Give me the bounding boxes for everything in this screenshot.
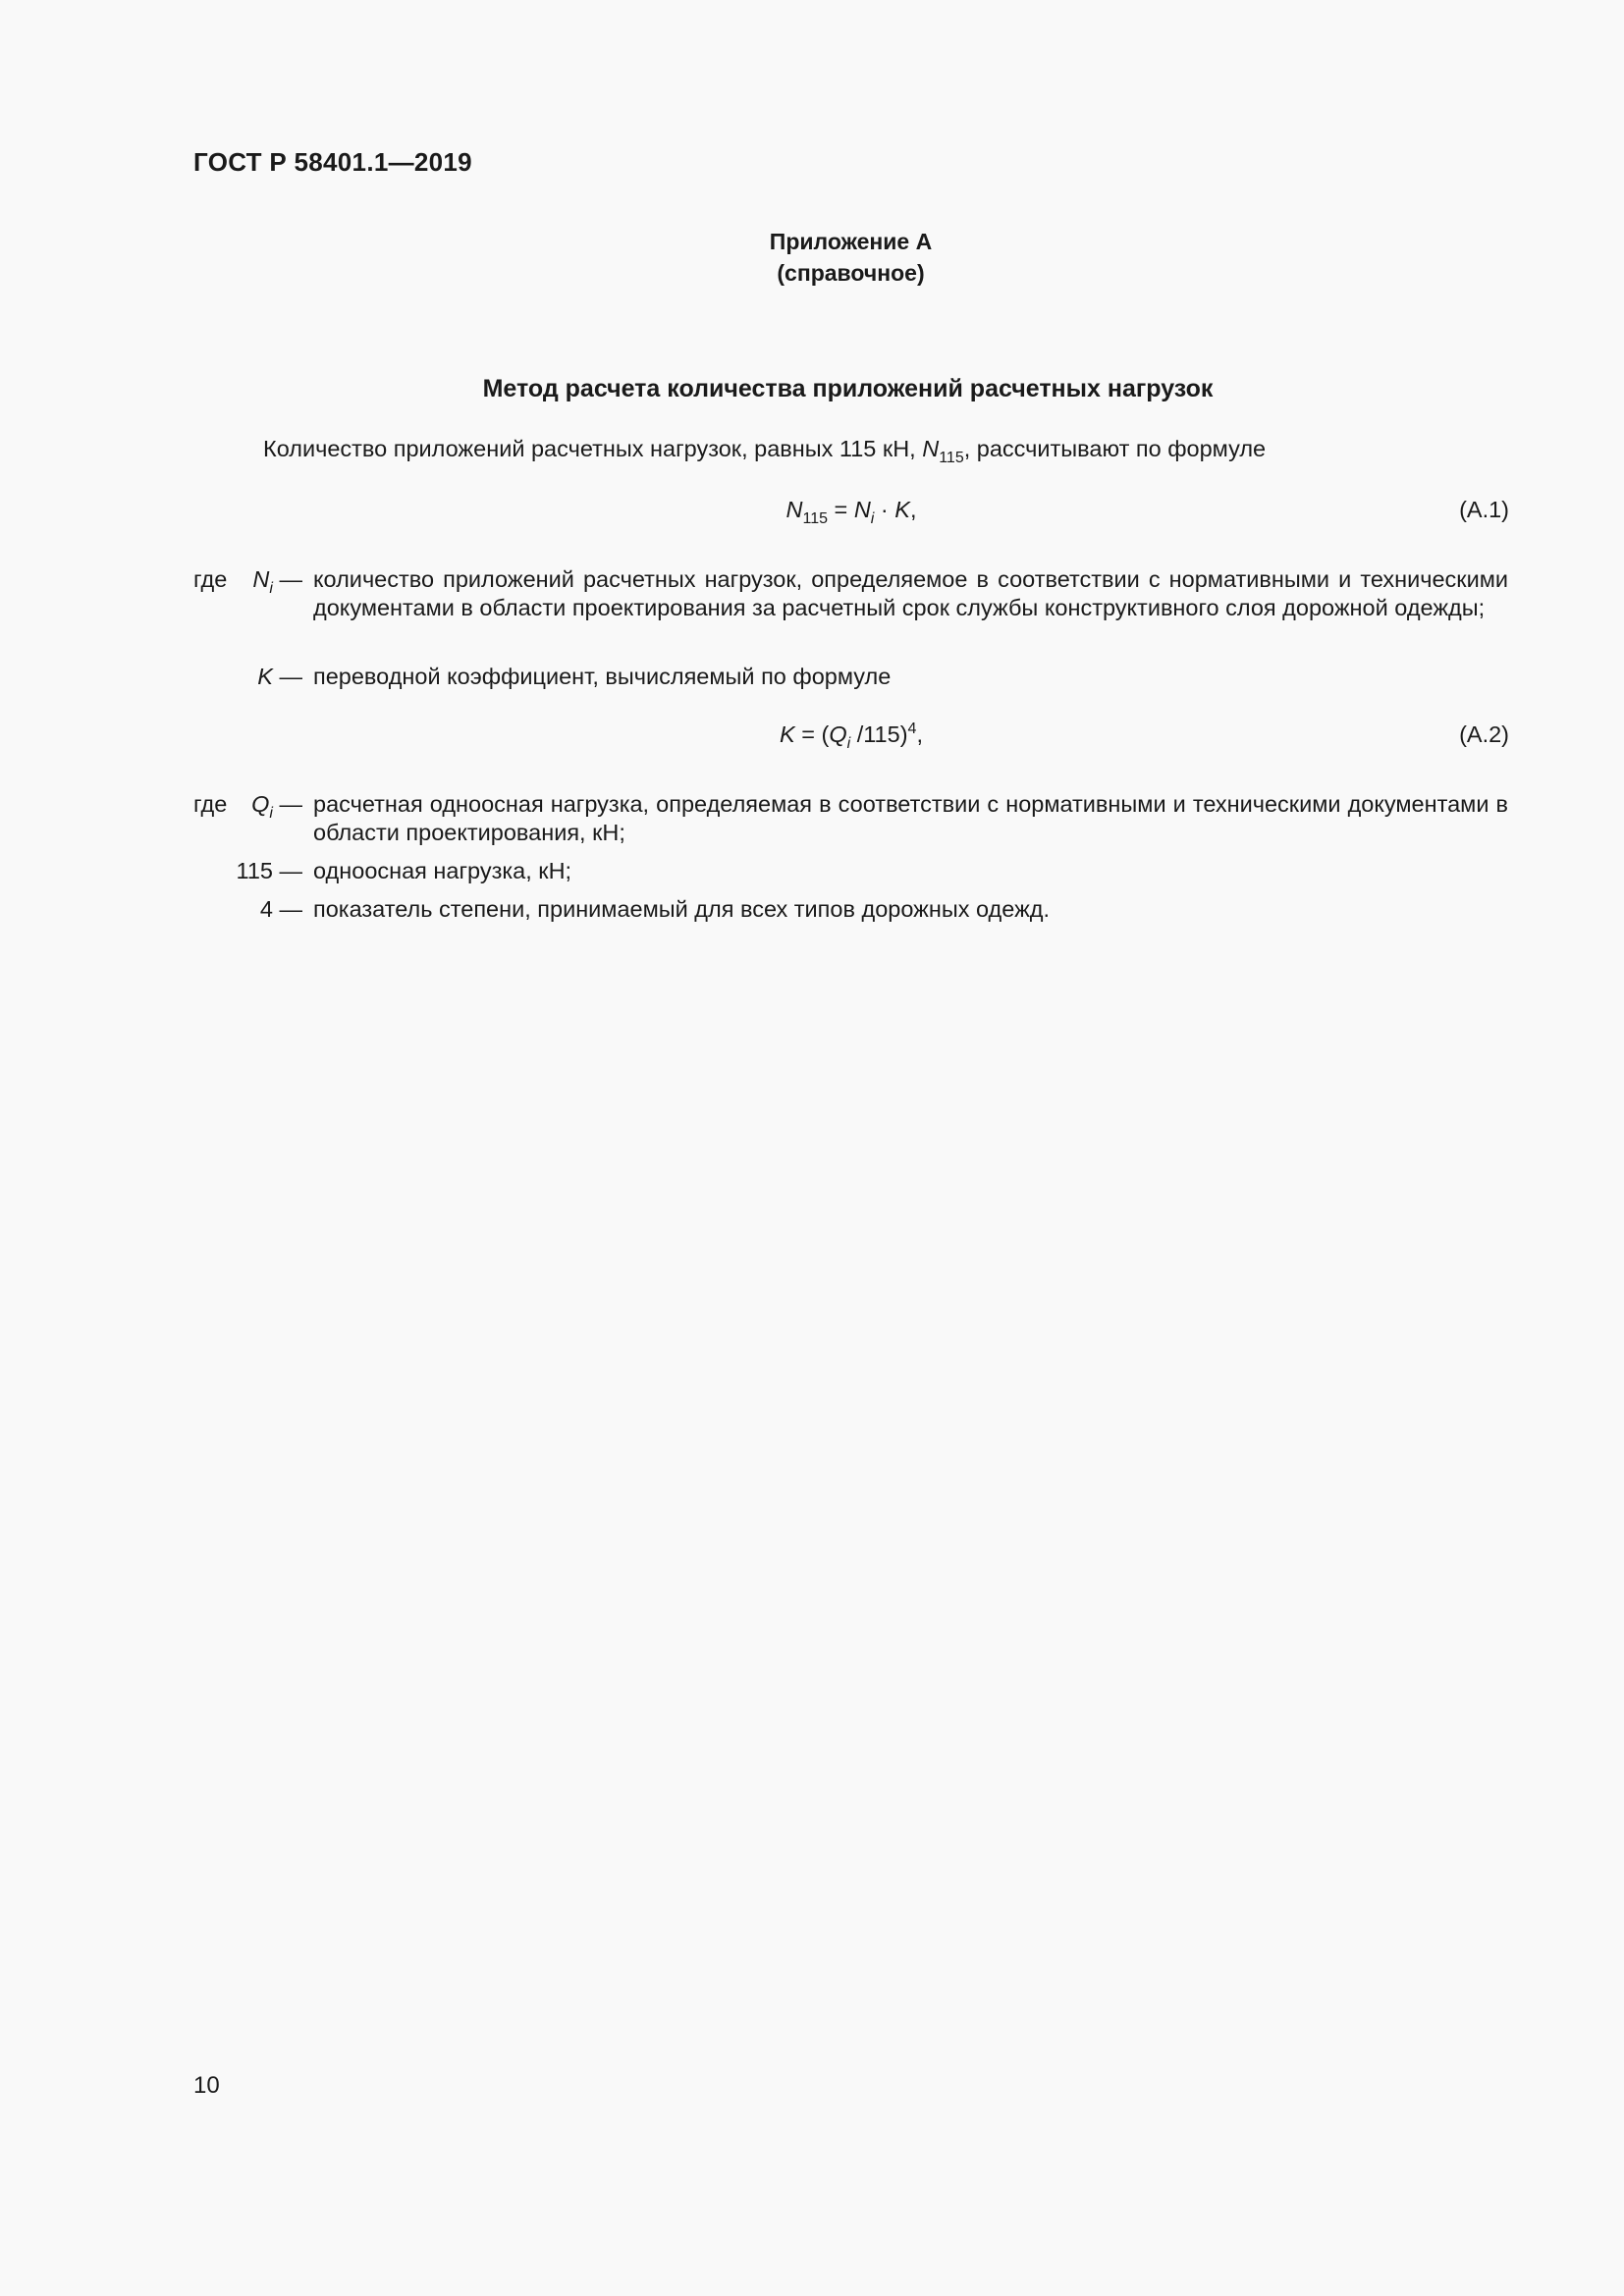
formula-a2-number: (А.2) (1459, 721, 1509, 747)
document-code: ГОСТ Р 58401.1—2019 (193, 147, 472, 177)
definition-text: показатель степени, принимаемый для всех типов дорожных одежд. (313, 896, 1051, 922)
intro-text-after: , рассчитывают по формуле (963, 436, 1267, 461)
intro-text-before: Количество приложений расчетных нагрузок, равных 115 кН, (263, 436, 923, 461)
formula-a2-lhs: K (780, 721, 795, 747)
formula-a2-q-sub: i (846, 735, 851, 752)
formula-a1-dot: · (874, 497, 895, 522)
formula-a1-eq: = (828, 497, 854, 522)
intro-paragraph (263, 436, 1267, 466)
definition-symbol: $N_i$ — (252, 566, 302, 597)
formula-a2-q: Q (829, 721, 847, 747)
definition-symbol: K — (257, 664, 302, 689)
formula-a1-rhs1-sub: i (870, 510, 875, 527)
formula-a2-div: /115) (850, 721, 908, 747)
intro-symbol-sub: 115 (939, 450, 964, 466)
definition-lead: где (193, 566, 228, 592)
definition-text: переводной коэффициент, вычисляемый по формуле (313, 664, 892, 689)
formula-a1-number: (А.1) (1459, 497, 1509, 522)
formula-a1-rhs2: K (894, 497, 910, 522)
formula-a1-lhs-sub: 115 (802, 510, 829, 527)
definition-text: расчетная одноосная нагрузка, определяемая в соответствии с нормативными и техническими документами в области проектирования, кН; (313, 791, 1508, 845)
formula-a1-expression (193, 497, 1509, 527)
definition-text: одноосная нагрузка, кН; (313, 858, 572, 883)
formula-a2-end: , (916, 721, 923, 747)
definition-lead: где (193, 791, 228, 817)
formula-a1-lhs: N (785, 497, 803, 522)
appendix-label: Приложение А (769, 229, 933, 254)
formula-a2-expression (193, 721, 1509, 752)
formula-a1-rhs1: N (853, 497, 871, 522)
formula-a1-end: , (909, 497, 917, 522)
definition-symbol: $Q_i$ — (251, 791, 302, 822)
appendix-type: (справочное) (777, 260, 925, 286)
page-number: 10 (193, 2072, 220, 2099)
appendix-heading (0, 226, 1624, 289)
intro-symbol: N (922, 436, 940, 461)
formula-a2-power: 4 (907, 721, 917, 737)
definition-symbol: 4 — (259, 896, 302, 922)
definition-symbol: 115 — (236, 858, 302, 883)
formula-a2-eq: = ( (794, 721, 830, 747)
definition-text: количество приложений расчетных нагрузок, определяемое в соответствии с нормативными и техническими документами в области проектирования за расчетный срок службы конструктивного слоя дорожной одежды; (313, 566, 1508, 620)
section-title: Метод расчета количества приложений расчетных нагрузок (482, 375, 1214, 402)
